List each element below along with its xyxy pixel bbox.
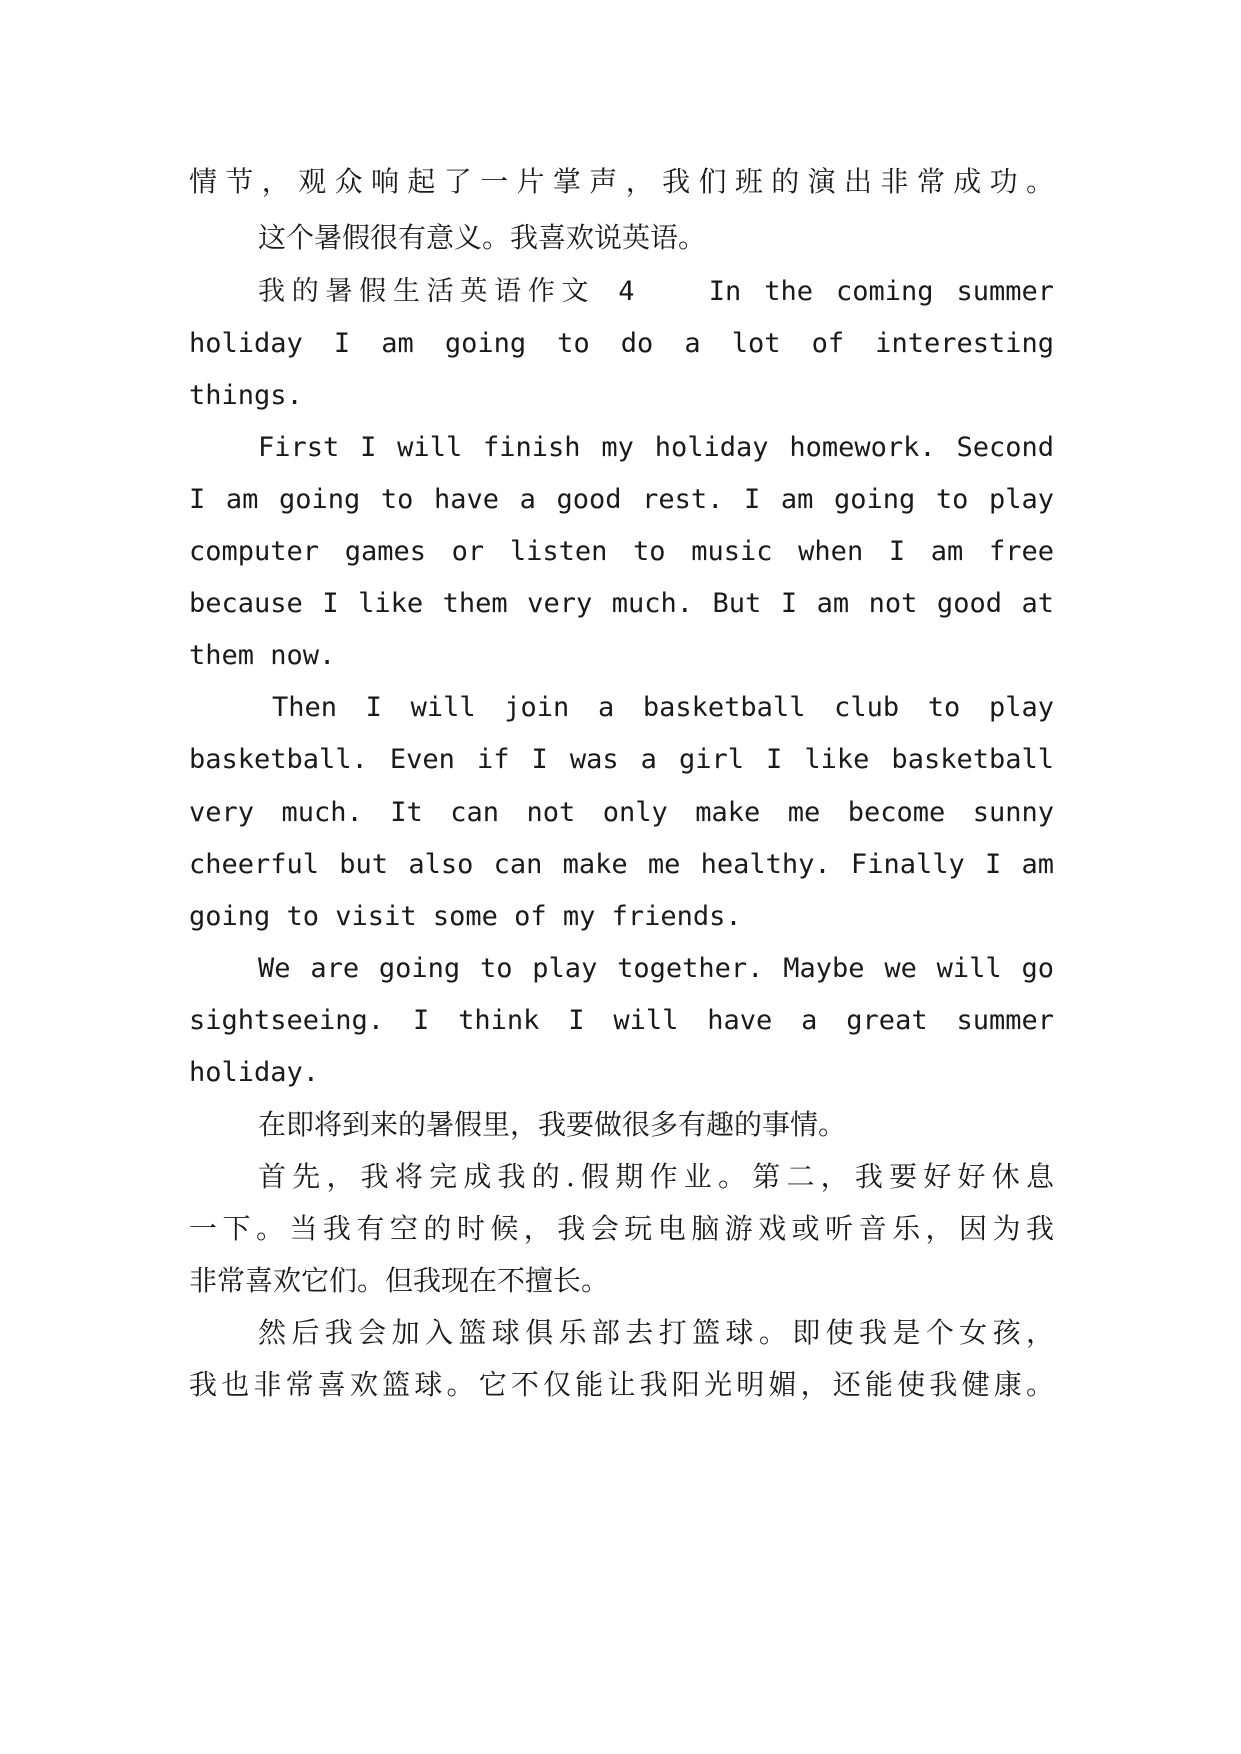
paragraph-line: cheerful but also can make me healthy. Finally I am (189, 849, 1054, 880)
paragraph-line: 在即将到来的暑假里，我要做很多有趣的事情。 (258, 1108, 847, 1141)
paragraph-line: 非常喜欢它们。但我现在不擅长。 (189, 1264, 610, 1297)
paragraph-line: First I will finish my holiday homework. Second (258, 432, 1054, 463)
paragraph-line: things. (189, 380, 303, 411)
essay-heading-line: 我的暑假生活英语作文 4 In the coming summer (258, 276, 1054, 307)
paragraph-line: Then I will join a basketball club to play (272, 692, 1054, 723)
paragraph-line: 一下。当我有空的时候，我会玩电脑游戏或听音乐，因为我 (189, 1212, 1054, 1245)
paragraph-line: 这个暑假很有意义。我喜欢说英语。 (258, 221, 707, 254)
paragraph-line: because I like them very much. But I am not good at (189, 588, 1054, 619)
paragraph-line: computer games or listen to music when I am free (189, 536, 1054, 567)
paragraph-line: holiday. (189, 1057, 320, 1088)
paragraph-line: 我也非常喜欢篮球。它不仅能让我阳光明媚，还能使我健康。 (189, 1368, 1054, 1401)
paragraph-line: them now. (189, 640, 336, 671)
paragraph-line: very much. It can not only make me become sunny (189, 797, 1054, 828)
paragraph-line: going to visit some of my friends. (189, 901, 742, 932)
paragraph-line: basketball. Even if I was a girl I like basketball (189, 744, 1054, 775)
paragraph-line: I am going to have a good rest. I am going to play (189, 484, 1054, 515)
paragraph-line: sightseeing. I think I will have a great summer (189, 1005, 1054, 1036)
paragraph-line: 首先，我将完成我的.假期作业。第二，我要好好休息 (258, 1160, 1054, 1193)
paragraph-line: 然后我会加入篮球俱乐部去打篮球。即使我是个女孩， (258, 1316, 1054, 1349)
paragraph-line: We are going to play together. Maybe we will go (258, 953, 1054, 984)
paragraph-line: holiday I am going to do a lot of interesting (189, 328, 1054, 359)
paragraph-line: 情节，观众响起了一片掌声，我们班的演出非常成功。 (189, 165, 1054, 198)
